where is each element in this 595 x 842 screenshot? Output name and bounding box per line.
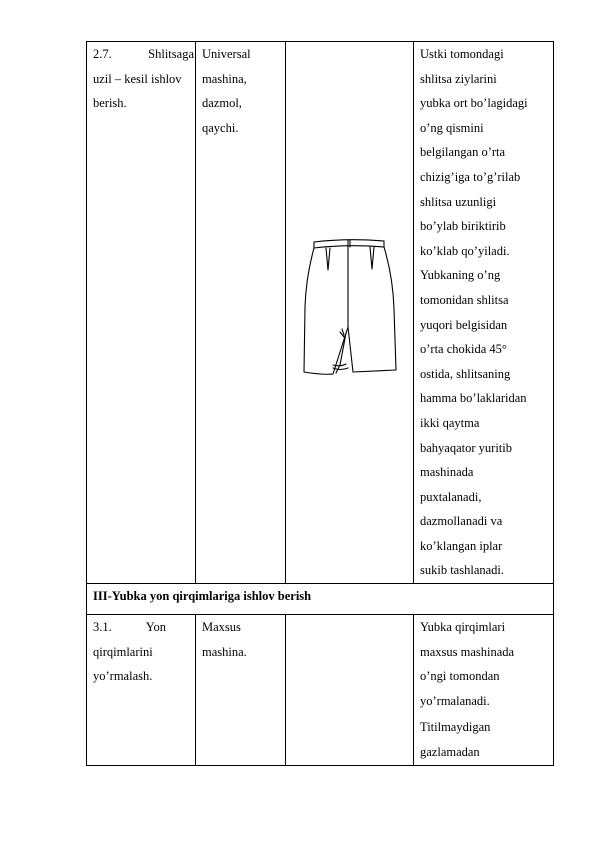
- description-line: Ustki tomondagi: [420, 47, 504, 61]
- description-line: mashinada: [420, 465, 474, 480]
- description-line: chizig’iga to’g’rilab: [420, 169, 521, 184]
- description-line: Yubka qirqimlari: [420, 620, 506, 635]
- description-line: dazmollanadi va: [420, 514, 503, 529]
- step-title-line: qirqimlarini: [93, 644, 153, 659]
- illustration-cell: [286, 615, 414, 766]
- equipment-line: mashina,: [202, 71, 247, 86]
- description-line: yuqori belgisidan: [420, 317, 508, 332]
- description-line: o’ngi tomondan: [420, 669, 500, 684]
- description-line: shlitsa ziylarini: [420, 71, 497, 86]
- description-paragraph: [420, 615, 552, 713]
- description-line: gazlamadan: [420, 745, 480, 760]
- description-line: ostida, shlitsaning: [420, 366, 511, 381]
- description-line: Yubkaning o’ng: [420, 268, 501, 283]
- description-paragraph: [420, 715, 552, 764]
- equipment-cell: [196, 615, 286, 766]
- step-title-first: Shlitsaga: [148, 47, 194, 61]
- description-line: sukib tashlanadi.: [420, 563, 505, 578]
- process-table: [86, 41, 554, 766]
- section-heading: III-Yubka yon qirqimlariga ishlov berish: [87, 584, 554, 615]
- section-row: [87, 584, 554, 615]
- table-row: [87, 42, 554, 584]
- description-cell: [414, 615, 554, 766]
- description-line: o’rta chokida 45°: [420, 342, 507, 357]
- equipment-line: qaychi.: [202, 120, 239, 135]
- illustration-cell: [286, 42, 414, 584]
- description-line: maxsus mashinada: [420, 644, 515, 659]
- step-number: 3.1.: [93, 620, 112, 635]
- description-line: ko’klangan iplar: [420, 538, 503, 553]
- description-line: hamma bo’laklaridan: [420, 391, 527, 406]
- table-row: [87, 615, 554, 766]
- description-cell: [414, 42, 554, 584]
- step-heading: [93, 615, 194, 640]
- description-line: shlitsa uzunligi: [420, 194, 497, 209]
- description-line: Titilmaydigan: [420, 720, 491, 735]
- description-line: ikki qaytma: [420, 415, 480, 430]
- equipment-line: dazmol,: [202, 96, 242, 111]
- step-title-rest: uzil – kesil ishlov berish.: [93, 71, 182, 111]
- description-line: bo’ylab biriktirib: [420, 219, 506, 234]
- description-line: yo’rmalanadi.: [420, 693, 490, 708]
- description-line: puxtalanadi,: [420, 489, 482, 504]
- description-line: tomonidan shlitsa: [420, 292, 509, 307]
- step-cell: [87, 615, 196, 766]
- description-line: bahyaqator yuritib: [420, 440, 512, 455]
- equipment-line: mashina.: [202, 644, 247, 659]
- description-line: yubka ort bo’lagidagi: [420, 96, 528, 111]
- step-heading: [93, 42, 194, 67]
- equipment-line: Universal: [202, 47, 251, 61]
- equipment-line: Maxsus: [202, 620, 241, 635]
- description-line: belgilangan o’rta: [420, 145, 506, 160]
- description-line: o’ng qismini: [420, 120, 484, 135]
- step-title-first: Yon: [145, 620, 166, 635]
- step-number: 2.7.: [93, 47, 112, 61]
- equipment-cell: [196, 42, 286, 584]
- step-cell: [87, 42, 196, 584]
- step-title-line: yo’rmalash.: [93, 669, 153, 684]
- description-line: ko’klab qo’yiladi.: [420, 243, 510, 258]
- skirt-slit-drawing: [300, 237, 400, 377]
